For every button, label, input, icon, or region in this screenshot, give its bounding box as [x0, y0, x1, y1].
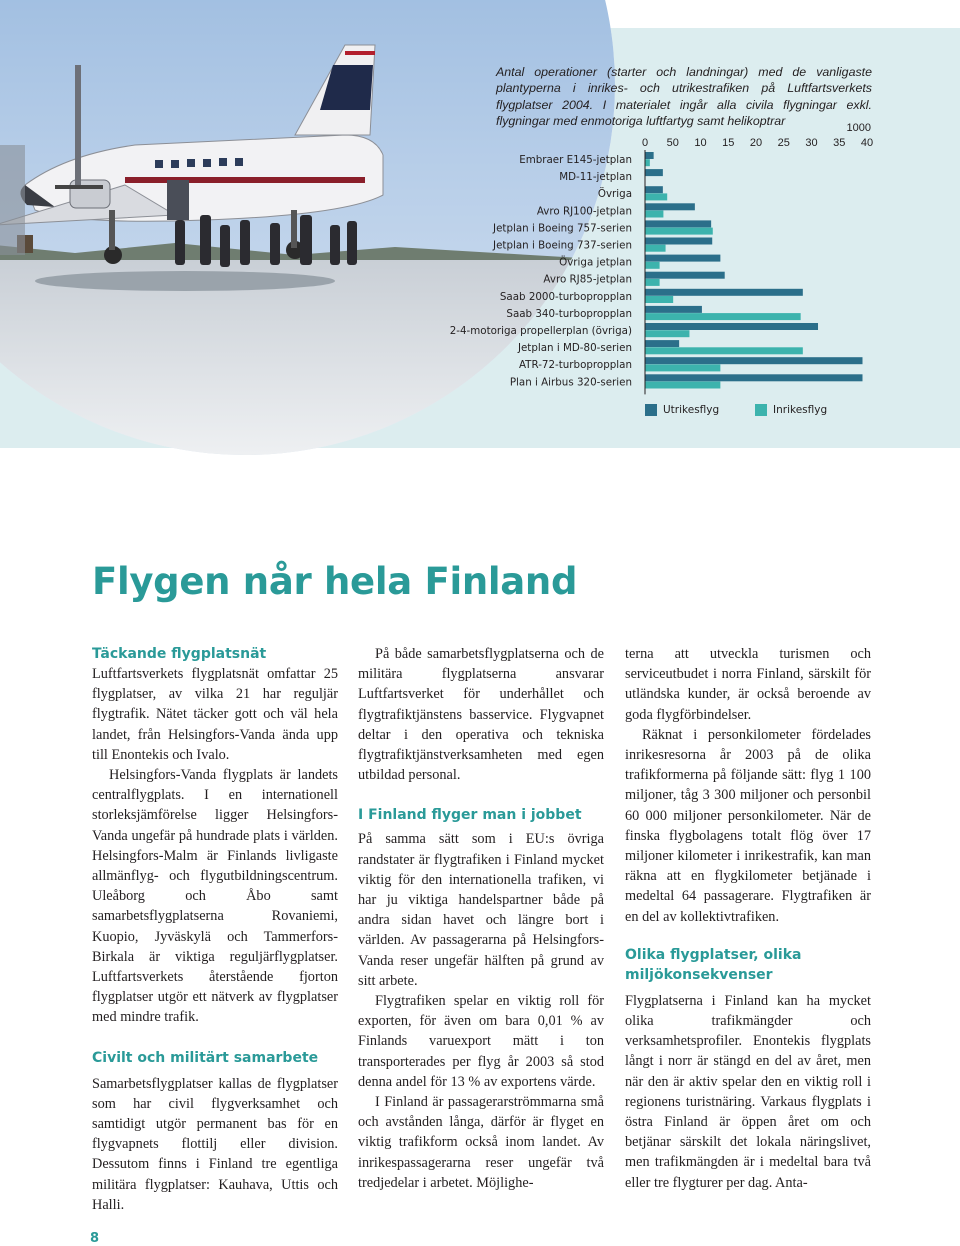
paragraph: I Finland är passagerarströmmarna små och avstånden långa, därför är flyget en viktig trafikform också inom landet. Av inrikespassagerarna reser ungefär två tredjedelar i arbetet. Möjlighe-: [358, 1094, 604, 1191]
category-label: Saab 340-turbopropplan: [506, 307, 632, 320]
bar-utrikes: [646, 306, 702, 313]
legend-utrikesflyg: [645, 404, 719, 416]
bar-inrikes: [646, 330, 690, 337]
bar-utrikes: [646, 340, 680, 347]
paragraph: terna att utveckla turismen och serviceutbudet i norra Finland, särskilt för utländska kunder, är också beroende av goda flygförbindelser.: [625, 646, 871, 723]
bar-utrikes: [646, 238, 713, 245]
bar-inrikes: [646, 228, 713, 235]
section-heading: Täckande flygplatsnät: [92, 646, 267, 662]
text-column-2: [358, 644, 604, 1193]
legend-label-utrikes: Utrikesflyg: [663, 404, 720, 416]
bar-inrikes: [646, 262, 660, 269]
category-label: Avro RJ85-jetplan: [543, 273, 632, 286]
axis-tick-label: 25: [777, 137, 790, 149]
bar-utrikes: [646, 374, 863, 381]
operations-bar-chart: [0, 0, 960, 460]
section-heading: Civilt och militärt samarbete: [92, 1049, 319, 1066]
axis-tick-label: 10: [694, 137, 707, 149]
bar-inrikes: [646, 193, 668, 200]
bar-utrikes: [646, 289, 803, 296]
bar-inrikes: [646, 245, 666, 252]
section-heading: I Finland flyger man i jobbet: [358, 807, 582, 824]
paragraph: Flygtrafiken spelar en viktig roll för exporten, för även om bara 0,01 % av Finlands varuexport mätt i ton transporterades per flyg år 2003 så stod denna andel för 13 % av exportens värde.: [358, 993, 604, 1090]
axis-tick-label: 50: [666, 137, 679, 149]
paragraph: Samarbetsflygplatser kallas de flygplatser som har civil flygverksamhet och samtidigt utgör permanent bas för en flygvapnets flottilj eller division. Dessutom finns i Finland tre egentliga militära flygplatser: Kauhava, Uttis och Halli.: [92, 1075, 338, 1213]
category-label: Jetplan i Boeing 737-serien: [493, 239, 632, 252]
bar-inrikes: [646, 364, 721, 371]
bar-utrikes: [646, 152, 654, 159]
legend-inrikesflyg: [755, 404, 827, 416]
paragraph: Luftfartsverkets flygplatsnät omfattar 25 flygplatser, av vilka 21 har reguljär flygtrafik. Nätet täcker gott och väl hela landet, från Helsingfors-Vanda ända upp till Enontekis och Ivalo.: [92, 666, 338, 763]
section-heading: Olika flygplatser, olika miljökonsekvenser: [625, 946, 802, 983]
text-column-1: [92, 644, 338, 1215]
category-label: ATR-72-turbopropplan: [518, 359, 632, 372]
category-label: Övriga jetplan: [559, 256, 632, 269]
paragraph: Räknat i personkilometer fördelades inrikesresorna år 2003 på de olika trafikformerna på följande sätt: flyg 1 100 miljoner, tåg 3 300 miljoner och personbil 60 000 miljoner personkilometer. När de finska flygbolagens totalt flög över 17 miljoner kilometer i inrikestrafik, kan man räkna att en flygkilometer betjänade i medeltal 64 passagerare. Flygtrafiken är en del av kollektivtrafiken.: [625, 726, 871, 925]
axis-unit-label: 1000: [846, 122, 871, 134]
bar-utrikes: [646, 357, 863, 364]
category-label: MD-11-jetplan: [559, 171, 632, 184]
paragraph: Helsingfors-Vanda flygplats är landets centralflygplats. I en internationell storleksjämförelse ligger Helsingfors-Vanda ungefär på hundrade plats i världen. Helsingfors-Malm är Finlands livligaste allmänflyg- och flygutbildningscentrum. Uleåborg och Åbo samt samarbetsflygplatserna Rovaniemi, Kuopio, Jyväskylä och Tammerfors-Birkala är viktiga reguljärflygplatser. Luftfartsverkets återstående fjorton flygplatser utgör ett nätverk av flygplatser med mindre trafik.: [92, 767, 338, 1026]
text-column-3: [625, 644, 871, 1193]
category-label: Saab 2000-turbopropplan: [499, 290, 632, 303]
axis-tick-label: 0: [641, 137, 649, 149]
chart-caption: Antal operationer (starter och landningar) med de vanligaste plantyperna i inrikes- och utrikestrafiken på Luftfartsverkets flygplatser 2004. I materialet ingår alla civila flygningar exkl. flygningar med enmotoriga luftfartyg samt helikoptrar: [496, 65, 872, 129]
page-number: 8: [90, 1231, 100, 1246]
bar-inrikes: [646, 211, 664, 218]
category-label: Embraer E145-jetplan: [519, 154, 632, 166]
legend-swatch-inrikes: [755, 404, 767, 416]
category-label: Jetplan i Boeing 757-serien: [493, 222, 632, 235]
legend-swatch-utrikes: [645, 404, 657, 416]
bar-utrikes: [646, 272, 725, 279]
bar-inrikes: [646, 313, 801, 320]
bar-inrikes: [646, 159, 650, 166]
bar-inrikes: [646, 279, 660, 286]
axis-tick-label: 20: [749, 137, 763, 149]
bar-inrikes: [646, 347, 803, 354]
bar-utrikes: [646, 220, 712, 227]
category-label: Avro RJ100-jetplan: [536, 205, 632, 218]
bar-utrikes: [646, 203, 695, 210]
bar-utrikes: [646, 323, 819, 330]
category-label: Plan i Airbus 320-serien: [509, 376, 632, 389]
legend-label-inrikes: Inrikesflyg: [773, 404, 828, 416]
paragraph: På både samarbetsflygplatserna och de militära flygplatserna ansvarar Luftfartsverket för underhållet och flygtrafiktjänstens basservice. Flygvapnet deltar i den operativa och tekniska flygtrafiktjänstverksamheten med egen utbildad personal.: [358, 646, 604, 784]
axis-tick-label: 15: [722, 137, 735, 149]
paragraph: På samma sätt som i EU:s övriga randstater är flygtrafiken i Finland mycket viktig för den internationella trafiken, vi har ju viktiga handelspartner både på andra sidan havet och längre bort i världen. Av passagerarna på Helsingfors-Vanda reser ungefär hälften på grund av sitt arbete.: [358, 831, 604, 989]
paragraph: Flygplatserna i Finland kan ha mycket olika trafikmängder och verksamhetsprofiler. Enontekis flygplats långt i norr är stängd en del av året, men när den är aktiv spelar den en viktig roll i regionens turistnäring. Varkaus flygplats i östra Finland är öppen året om och betjänar särskilt det lokala näringslivet, men trafikmängden är i medeltal bara två eller tre flygturer per dag. Anta-: [625, 992, 871, 1191]
axis-tick-label: 40: [860, 137, 874, 149]
axis-tick-label: 30: [805, 137, 818, 149]
page-title: Flygen når hela Finland: [92, 560, 578, 603]
axis-tick-label: 35: [833, 137, 846, 149]
bar-utrikes: [646, 255, 721, 262]
category-label: 2-4-motoriga propellerplan (övriga): [449, 325, 632, 337]
bar-utrikes: [646, 169, 663, 176]
category-label: Jetplan i MD-80-serien: [517, 342, 632, 355]
category-label: Övriga: [597, 188, 632, 201]
bar-utrikes: [646, 186, 663, 193]
bar-inrikes: [646, 382, 721, 389]
bar-inrikes: [646, 296, 674, 303]
